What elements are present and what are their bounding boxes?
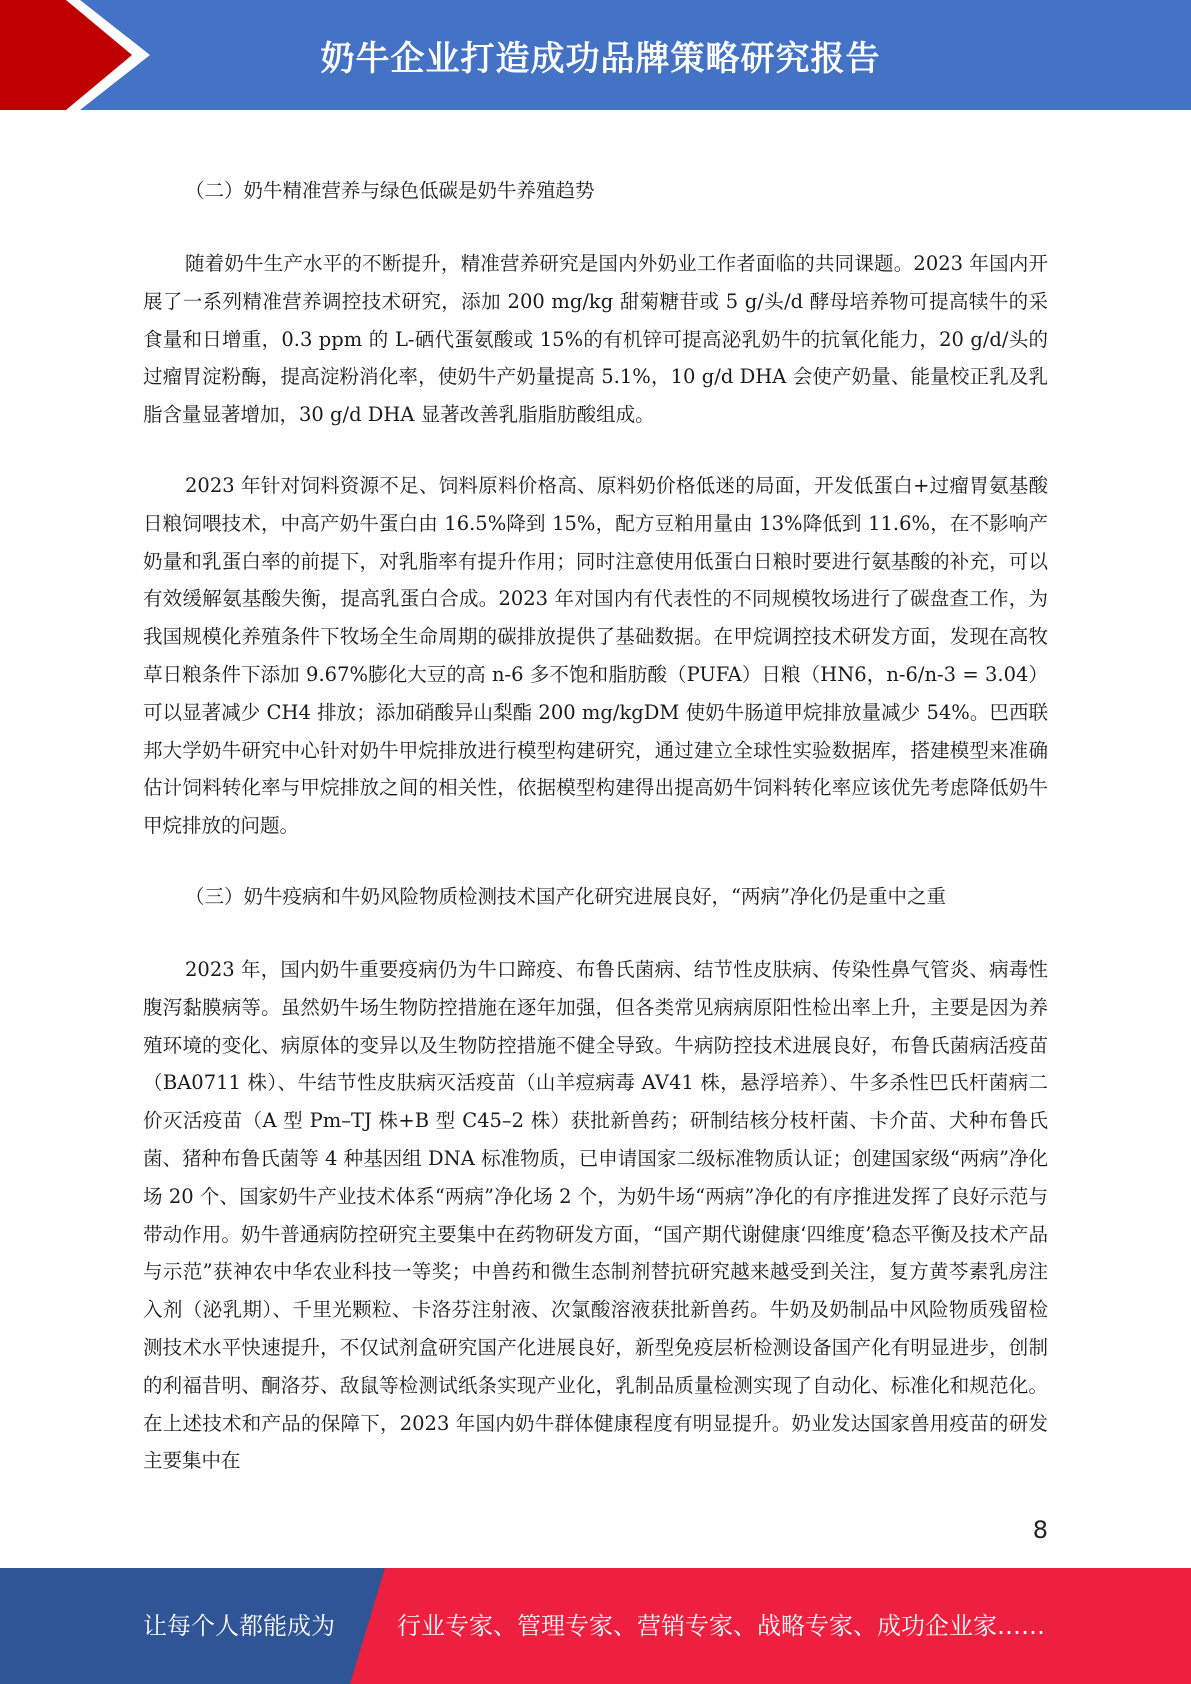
- footer-slogan-right: 行业专家、管理专家、营销专家、战略专家、成功企业家……: [397, 1612, 1045, 1640]
- page-number: 8: [1032, 1516, 1048, 1544]
- section-heading-2: （二）奶牛精准营养与绿色低碳是奶牛养殖趋势: [185, 179, 595, 202]
- paragraph-low-protein-methane: 2023 年针对饲料资源不足、饲料原料价格高、原料奶价格低迷的局面，开发低蛋白+过瘤胃氨基酸日粮饲喂技术，中高产奶牛蛋白由 16.5%降到 15%，配方豆粕用量由 13%降低到 11.6%，在不影响产奶量和乳蛋白率的前提下，对乳脂率有提升作用；同时注意使用低蛋白日粮时要进行氨基酸的补充，可以有效缓解氨基酸失衡，提高乳蛋白合成。2023 年对国内有代表性的不同规模牧场进行了碳盘查工作，为我国规模化养殖条件下牧场全生命周期的碳排放提供了基础数据。在甲烷调控技术研发方面，发现在高牧草日粮条件下添加 9.67%膨化大豆的高 n-6 多不饱和脂肪酸（PUFA）日粮（HN6，n-6/n-3 = 3.04）可以显著减少 CH4 排放；添加硝酸异山梨酯 200 mg/kgDM 使奶牛肠道甲烷排放量减少 54%。巴西联邦大学奶牛研究中心针对奶牛甲烷排放进行模型构建研究，通过建立全球性实验数据库，搭建模型来准确估计饲料转化率与甲烷排放之间的相关性，依据模型构建得出提高奶牛饲料转化率应该优先考虑降低奶牛甲烷排放的问题。: [143, 473, 1048, 838]
- paragraph-disease-control: 2023 年，国内奶牛重要疫病仍为牛口蹄疫、布鲁氏菌病、结节性皮肤病、传染性鼻气管炎、病毒性腹泻黏膜病等。虽然奶牛场生物防控措施在逐年加强，但各类常见病病原阳性检出率上升，主要是因为养殖环境的变化、病原体的变异以及生物防控措施不健全导致。牛病防控技术进展良好，布鲁氏菌病活疫苗（BA0711 株）、牛结节性皮肤病灭活疫苗（山羊痘病毒 AV41 株，悬浮培养）、牛多杀性巴氏杆菌病二价灭活疫苗（A 型 Pm–TJ 株+B 型 C45–2 株）获批新兽药；研制结核分枝杆菌、卡介苗、犬种布鲁氏菌、猪种布鲁氏菌等 4 种基因组 DNA 标准物质，已申请国家二级标准物质认证；创建国家级“两病”净化场 20 个、国家奶牛产业技术体系“两病”净化场 2 个，为奶牛场“两病”净化的有序推进发挥了良好示范与带动作用。奶牛普通病防控研究主要集中在药物研发方面，“国产期代谢健康‘四维度’稳态平衡及技术产品与示范”获神农中华农业科技一等奖；中兽药和微生态制剂替抗研究越来越受到关注，复方黄芩素乳房注入剂（泌乳期）、千里光颗粒、卡洛芬注射液、次氯酸溶液获批新兽药。牛奶及奶制品中风险物质残留检测技术水平快速提升，不仅试剂盒研究国产化进展良好，新型免疫层析检测设备国产化有明显进步，创制的利福昔明、酮洛芬、敌鼠等检测试纸条实现产业化，乳制品质量检测实现了自动化、标准化和规范化。在上述技术和产品的保障下，2023 年国内奶牛群体健康程度有明显提升。奶业发达国家兽用疫苗的研发主要集中在: [143, 957, 1048, 1473]
- page-header: [0, 0, 1191, 110]
- paragraph-precision-nutrition: 随着奶牛生产水平的不断提升，精准营养研究是国内外奶业工作者面临的共同课题。2023 年国内开展了一系列精准营养调控技术研究，添加 200 mg/kg 甜菊糖苷或 5 g/头/d 酵母培养物可提高犊牛的采食量和日增重，0.3 ppm 的 L-硒代蛋氨酸或 15%的有机锌可提高泌乳奶牛的抗氧化能力，20 g/d/头的过瘤胃淀粉酶，提高淀粉消化率，使奶牛产奶量提高 5.1%，10 g/d DHA 会使产奶量、能量校正乳及乳脂含量显著增加，30 g/d DHA 显著改善乳脂脂肪酸组成。: [143, 252, 1048, 427]
- footer-slogan-left: 让每个人都能成为: [143, 1612, 335, 1640]
- section-heading-3: （三）奶牛疫病和牛奶风险物质检测技术国产化研究进展良好，“两病”净化仍是重中之重: [185, 884, 946, 908]
- document-title: 奶牛企业打造成功品牌策略研究报告: [320, 38, 881, 79]
- page-footer: [0, 1568, 1191, 1684]
- report-body: [143, 172, 1048, 1480]
